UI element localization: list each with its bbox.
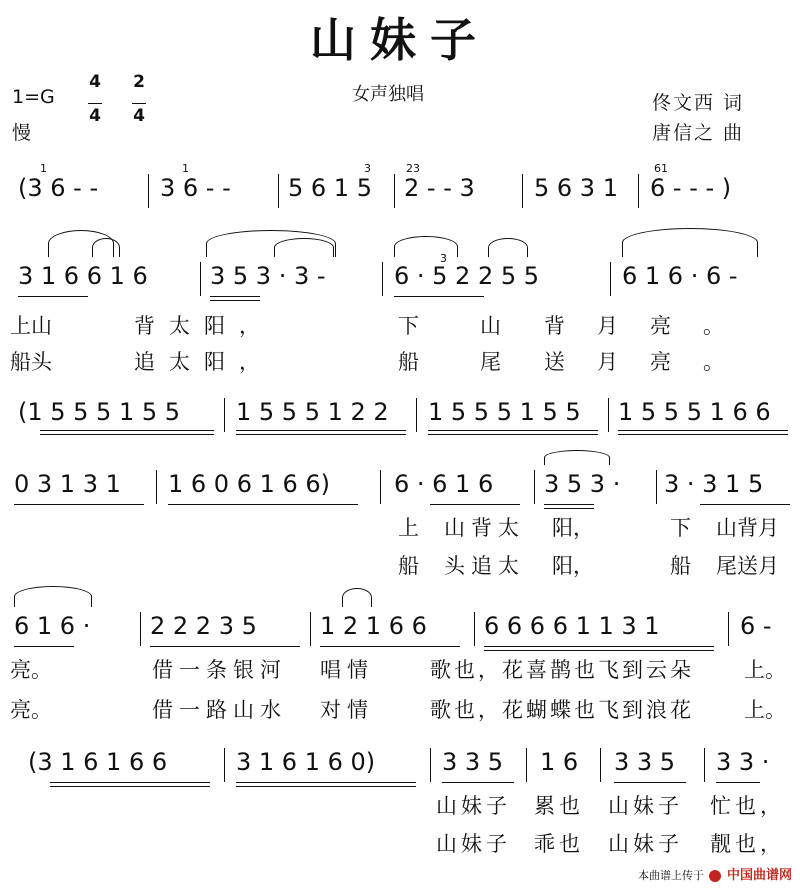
- measure: 5 6 3 1: [534, 174, 618, 202]
- barline: [704, 748, 705, 782]
- lyric: 送月亮。: [544, 350, 756, 374]
- barline: [522, 174, 523, 208]
- measure: 6 - - - ): [650, 174, 732, 202]
- lyrics-line-4-verse-2: [10, 550, 792, 584]
- underline: [428, 430, 598, 431]
- lyric: 乖也: [534, 832, 584, 856]
- lyric: 尾送月: [716, 554, 779, 578]
- underline: [618, 434, 788, 435]
- lyrics-line-5-verse-1: [10, 654, 792, 688]
- lyric: 歌也，花喜鹊也飞到云朵: [430, 658, 694, 682]
- measure: 3 5 3 · 3 -: [210, 262, 326, 290]
- underline: [700, 504, 790, 505]
- lyric: 船: [398, 350, 419, 374]
- lyrics-line-6-verse-2: [10, 828, 792, 862]
- lyric: 船: [670, 554, 691, 578]
- slur: [14, 586, 92, 607]
- barline: [526, 748, 527, 782]
- measure: 3 1 6 1 6 0): [236, 748, 376, 776]
- underline: [716, 782, 760, 783]
- underline: [544, 504, 594, 505]
- score-line-3: [10, 394, 792, 444]
- measure: 1 5 5 5 1 2 2: [236, 398, 389, 426]
- score-line-2: [10, 252, 792, 308]
- lyric: 亮。: [10, 658, 52, 682]
- site-name: 中国曲谱网: [726, 868, 792, 883]
- measure: 3 1 6 6 1 6: [18, 262, 148, 290]
- barline: [156, 470, 157, 504]
- barline: [200, 262, 201, 296]
- underline: [394, 296, 484, 297]
- grace-note: 1: [182, 162, 189, 175]
- measure: 6 · 6 1 6: [394, 470, 494, 498]
- lyric: 靓也，: [710, 832, 785, 856]
- measure: 6 -: [740, 612, 772, 640]
- underline: [14, 646, 74, 647]
- measure: 5 6 1 5: [288, 174, 372, 202]
- underline: [442, 782, 514, 783]
- measure: 3 3 ·: [716, 748, 770, 776]
- score-line-6: [10, 744, 792, 794]
- lyric: 山背太: [444, 516, 525, 540]
- barline: [382, 262, 383, 296]
- barline: [278, 174, 279, 208]
- measure: 6 · 5 2 2 5 5: [394, 262, 540, 290]
- slur: [92, 238, 120, 257]
- lyric: 尾: [480, 350, 501, 374]
- tempo-marking: 慢: [12, 122, 32, 144]
- underline: [50, 782, 210, 783]
- underline: [614, 782, 686, 783]
- lyric: 唱情: [320, 658, 374, 682]
- lyrics-line-6-verse-1: [10, 790, 792, 824]
- underline: [50, 786, 210, 787]
- measure: 3 5 3 ·: [544, 470, 621, 498]
- measure: 1 2 1 6 6: [320, 612, 427, 640]
- grace-note: 23: [406, 162, 420, 175]
- underline: [428, 434, 598, 435]
- underline: [40, 434, 214, 435]
- barline: [610, 262, 611, 296]
- underline: [18, 296, 88, 297]
- lyric: 阳，: [552, 554, 594, 578]
- barline: [416, 398, 417, 432]
- underline: [236, 782, 416, 783]
- underline: [320, 646, 460, 647]
- barline: [600, 748, 601, 782]
- underline: [236, 430, 406, 431]
- underline: [484, 646, 714, 647]
- time-signature-2-4: 2 4: [133, 72, 145, 126]
- lyric: 船: [398, 554, 419, 578]
- underline: [236, 786, 416, 787]
- slur: [488, 238, 528, 257]
- lyric: 山妹子: [608, 794, 683, 818]
- barline: [608, 398, 609, 432]
- lyric: 背太阳，: [134, 314, 274, 338]
- lyrics-line-2-verse-2: [10, 346, 792, 380]
- underline: [14, 504, 144, 505]
- song-title: 山妹子: [310, 13, 490, 67]
- barline: [656, 470, 657, 504]
- lyric: 借一条银河: [152, 658, 287, 682]
- lyric: 追太阳，: [134, 350, 274, 374]
- upload-text: 本曲谱上传于: [637, 869, 704, 882]
- measure: 0 3 1 3 1: [14, 470, 121, 498]
- slur: [274, 238, 334, 257]
- lyric: 累也: [534, 794, 584, 818]
- underline: [484, 650, 714, 651]
- performance-type: 女声独唱: [352, 84, 424, 105]
- barline: [638, 174, 639, 208]
- measure: (3 6 - -: [18, 174, 99, 202]
- score-line-5: [10, 608, 792, 658]
- score-line-1: [10, 162, 792, 220]
- lyric: 忙也，: [710, 794, 785, 818]
- underline: [150, 646, 300, 647]
- measure: 1 6: [540, 748, 579, 776]
- lyric: 借一路山水: [152, 698, 287, 722]
- lyric: 亮。: [10, 698, 52, 722]
- lyric: 下: [670, 516, 691, 540]
- barline: [534, 470, 535, 504]
- underline: [168, 504, 358, 505]
- lyric: 阳，: [552, 516, 594, 540]
- underline: [210, 300, 260, 301]
- measure: 6 1 6 ·: [14, 612, 91, 640]
- grace-note: 61: [654, 162, 668, 175]
- barline: [224, 748, 225, 782]
- grace-note: 3: [364, 162, 371, 175]
- lyric: 歌也，花蝴蝶也飞到浪花: [430, 698, 694, 722]
- underline: [618, 430, 788, 431]
- lyrics-line-4-verse-1: [10, 512, 792, 546]
- time-signature-4-4: 4 4: [89, 72, 101, 126]
- lyric: 山妹子: [608, 832, 683, 856]
- measure: 6 1 6 · 6 -: [622, 262, 738, 290]
- underline: [210, 296, 260, 297]
- lyric: 山背月: [716, 516, 779, 540]
- grace-note: 3: [440, 252, 447, 265]
- barline: [224, 398, 225, 432]
- slur: [342, 588, 372, 607]
- lyric: 山: [480, 314, 501, 338]
- key-signature: 1=G: [12, 86, 55, 108]
- lyric: 山妹子: [436, 794, 511, 818]
- measure: (3 1 6 1 6 6: [28, 748, 168, 776]
- lyric: 背月亮。: [544, 314, 756, 338]
- measure: 3 3 5: [614, 748, 676, 776]
- lyric: 头追太: [444, 554, 525, 578]
- barline: [430, 748, 431, 782]
- measure: 2 2 2 3 5: [150, 612, 257, 640]
- underline: [236, 434, 406, 435]
- measure: 1 5 5 5 1 5 5: [428, 398, 581, 426]
- lyric: 对情: [320, 698, 374, 722]
- barline: [148, 174, 149, 208]
- lyrics-line-5-verse-2: [10, 694, 792, 728]
- barline: [394, 174, 395, 208]
- measure: 2 - - 3: [404, 174, 475, 202]
- composer-credit: 唐信之 曲: [652, 122, 745, 144]
- lyric: 船头: [10, 350, 52, 374]
- measure: 3 · 3 1 5: [664, 470, 764, 498]
- measure: 6 6 6 6 1 1 3 1: [484, 612, 660, 640]
- barline: [310, 612, 311, 646]
- lyrics-line-2-verse-1: [10, 310, 792, 344]
- slur: [622, 228, 758, 257]
- lyric: 上山: [10, 314, 52, 338]
- score-line-4: [10, 466, 792, 516]
- lyric: 下: [398, 314, 419, 338]
- underline: [544, 508, 594, 509]
- lyric: 山妹子: [436, 832, 511, 856]
- lyric: 上。: [744, 698, 786, 722]
- measure: (1 5 5 5 1 5 5: [18, 398, 181, 426]
- barline: [380, 470, 381, 504]
- measure: 1 6 0 6 1 6 6): [168, 470, 331, 498]
- measure: 3 6 - -: [160, 174, 231, 202]
- measure: 3 3 5: [442, 748, 504, 776]
- site-logo-icon: [709, 870, 721, 882]
- measure: 1 5 5 5 1 6 6: [618, 398, 771, 426]
- barline: [728, 612, 729, 646]
- lyricist-credit: 佟文西 词: [652, 92, 745, 114]
- lyric: 上: [398, 516, 419, 540]
- barline: [474, 612, 475, 646]
- slur: [394, 236, 458, 257]
- lyric: 上。: [744, 658, 786, 682]
- underline: [430, 504, 520, 505]
- barline: [140, 612, 141, 646]
- upload-watermark: [638, 864, 792, 883]
- underline: [40, 430, 214, 431]
- slur: [544, 450, 610, 465]
- grace-note: 1: [40, 162, 47, 175]
